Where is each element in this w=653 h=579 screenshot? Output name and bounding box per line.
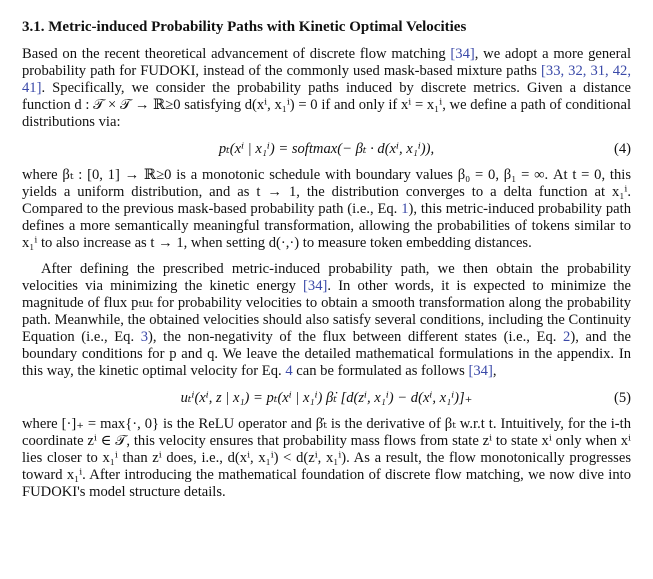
equation-4-body: pₜ(xⁱ | x₁ⁱ) = softmax(− βₜ · d(xⁱ, x₁ⁱ)),: [218, 141, 435, 157]
paragraph-3: [22, 261, 631, 380]
paragraph-2: [22, 167, 631, 252]
paragraph-3-text-a: After defining the prescribed metric-induced probability path, we then obtain the probability velocities via minimizing the kinetic energy: [22, 261, 631, 294]
paragraph-2-text-a: where βₜ : [0, 1] → ℝ≥0 is a monotonic schedule with boundary values β₀ = 0, β₁ = ∞. At t = 0, this yields a uniform distribution, and as t → 1, the distribution converges to a delta function at x₁ⁱ. Compared to the previous mask-based probability path (i.e., Eq.: [22, 167, 631, 217]
citation-group[interactable]: [33, 32, 31, 42, 41]: [22, 63, 631, 96]
paragraph-3-text-d: ), and the boundary conditions for p and q. We leave the detailed mathematical formulations in the appendix. In this way, the kinetic optimal velocity for Eq.: [22, 329, 631, 379]
equation-4-number: (4): [613, 141, 631, 157]
citation-34-b[interactable]: [34]: [303, 278, 328, 294]
paragraph-2-text-b: ), this metric-induced probability path defines a more semantically meaningful transformation, allowing the probabilities of tokens similar to x₁ⁱ to also increase as t → 1, when setting d(·,·) to measure token embedding distances.: [22, 201, 631, 251]
paragraph-3-text-e: can be formulated as follows: [292, 363, 469, 379]
paragraph-3-text-f: ,: [492, 363, 497, 379]
equation-5-number: (5): [613, 390, 631, 406]
equation-5-body: uₜⁱ(xⁱ, z | x₁) = pₜ(xⁱ | x₁ⁱ) β̇ₜ [d(zⁱ, x₁ⁱ) − d(xⁱ, x₁ⁱ)]₊: [180, 390, 473, 406]
eq-ref-3[interactable]: 3: [140, 329, 149, 345]
equation-4: [22, 140, 631, 158]
citation-34[interactable]: [34]: [450, 46, 475, 62]
paragraph-4: where [·]₊ = max{·, 0} is the ReLU operator and β̇ₜ is the derivative of βₜ w.r.t t. Intuitively, for the i-th coordinate zⁱ ∈ 𝒯, this velocity ensures that probability mass flows from state zⁱ to state xⁱ only when xⁱ lies closer to x₁ⁱ than zⁱ does, i.e., d(xⁱ, x₁ⁱ) < d(zⁱ, x₁ⁱ). As a result, the flow monotonically progresses toward x₁ⁱ. After introducing the mathematical foundation of discrete flow matching, we now dive into FUDOKI's model structure details.: [22, 416, 631, 500]
citation-34-c[interactable]: [34]: [468, 363, 493, 379]
eq-ref-2[interactable]: 2: [563, 329, 571, 345]
equation-5: [22, 389, 631, 407]
paragraph-1-text-b: , we adopt a more general probability path for FUDOKI, instead of the commonly used mask-based mixture paths: [22, 46, 632, 79]
paragraph-1-text-c: . Specifically, we consider the probability paths induced by discrete metrics. Given a distance function d : 𝒯 × 𝒯 → ℝ≥0 satisfying d(xⁱ, x₁ⁱ) = 0 if and only if xⁱ = x₁ⁱ, we define a path of conditional distributions via:: [22, 80, 631, 130]
section-title: 3.1. Metric-induced Probability Paths with Kinetic Optimal Velocities: [22, 19, 467, 35]
paragraph-3-text-c: ), the non-negativity of the flux between different states (i.e., Eq.: [148, 329, 564, 345]
paragraph-1: [22, 46, 631, 131]
eq-ref-1[interactable]: 1: [401, 201, 409, 217]
eq-ref-4[interactable]: 4: [285, 363, 293, 379]
paragraph-1-text-a: Based on the recent theoretical advancement of discrete flow matching: [22, 46, 451, 62]
paragraph-3-text-b: . In other words, it is expected to minimize the magnitude of flux pₜuₜ for probability velocities to obtain a smooth transformation along the probability path. Meanwhile, the obtained velocities should also satisfy several conditions, including the Continuity Equation (i.e., Eq.: [22, 278, 631, 345]
